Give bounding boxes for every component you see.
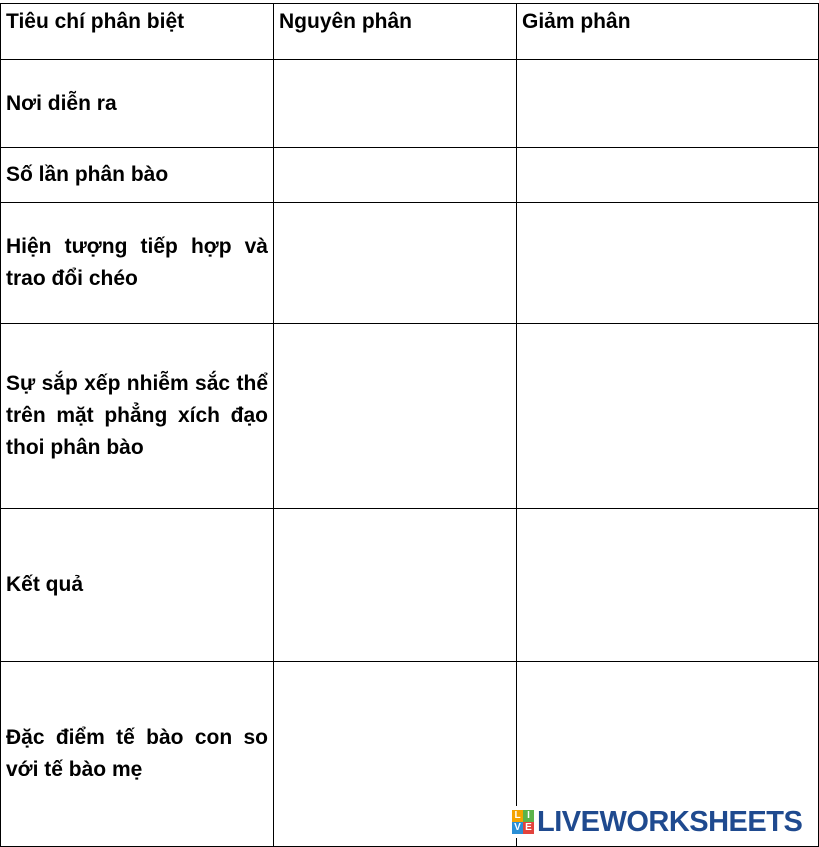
criterion-cell xyxy=(1,662,274,847)
table-row xyxy=(1,148,819,203)
table-row xyxy=(1,203,819,324)
answer-cell-meiosis[interactable] xyxy=(517,148,819,203)
table-row xyxy=(1,324,819,509)
header-criteria-label: Tiêu chí phân biệt xyxy=(6,10,185,33)
criterion-label: Đặc điểm tế bào con so với tế bào mẹ xyxy=(6,726,268,781)
criterion-cell xyxy=(1,203,274,324)
answer-cell-mitosis[interactable] xyxy=(274,509,517,662)
liveworksheets-watermark xyxy=(512,806,806,838)
criterion-label: Nơi diễn ra xyxy=(6,91,117,115)
comparison-table xyxy=(0,3,819,847)
header-mitosis-label: Nguyên phân xyxy=(279,10,413,33)
header-row xyxy=(1,4,819,60)
logo-tile: L xyxy=(512,810,523,822)
logo-tile: I xyxy=(523,810,534,822)
header-criteria xyxy=(1,4,274,60)
answer-cell-meiosis[interactable] xyxy=(517,509,819,662)
criterion-cell xyxy=(1,148,274,203)
criterion-label: Sự sắp xếp nhiễm sắc thể trên mặt phẳng xích đạo thoi phân bào xyxy=(6,372,268,459)
answer-cell-meiosis[interactable] xyxy=(517,60,819,148)
answer-cell-meiosis[interactable] xyxy=(517,203,819,324)
criterion-label: Kết quả xyxy=(6,573,84,596)
criterion-label: Số lần phân bào xyxy=(6,163,169,186)
table-row xyxy=(1,60,819,148)
criterion-cell xyxy=(1,509,274,662)
header-mitosis xyxy=(274,4,517,60)
answer-cell-mitosis[interactable] xyxy=(274,60,517,148)
answer-cell-mitosis[interactable] xyxy=(274,148,517,203)
criterion-cell xyxy=(1,324,274,509)
header-meiosis-label: Giảm phân xyxy=(522,10,631,33)
header-meiosis xyxy=(517,4,819,60)
answer-cell-mitosis[interactable] xyxy=(274,203,517,324)
answer-cell-mitosis[interactable] xyxy=(274,662,517,847)
criterion-cell xyxy=(1,60,274,148)
liveworksheets-logo-icon xyxy=(512,810,534,834)
answer-cell-meiosis[interactable] xyxy=(517,324,819,509)
watermark-text: LIVEWORKSHEETS xyxy=(537,806,803,838)
answer-cell-mitosis[interactable] xyxy=(274,324,517,509)
logo-tile: E xyxy=(523,822,534,834)
table-row xyxy=(1,509,819,662)
logo-tile: V xyxy=(512,822,523,834)
criterion-label: Hiện tượng tiếp hợp và trao đổi chéo xyxy=(6,235,268,290)
